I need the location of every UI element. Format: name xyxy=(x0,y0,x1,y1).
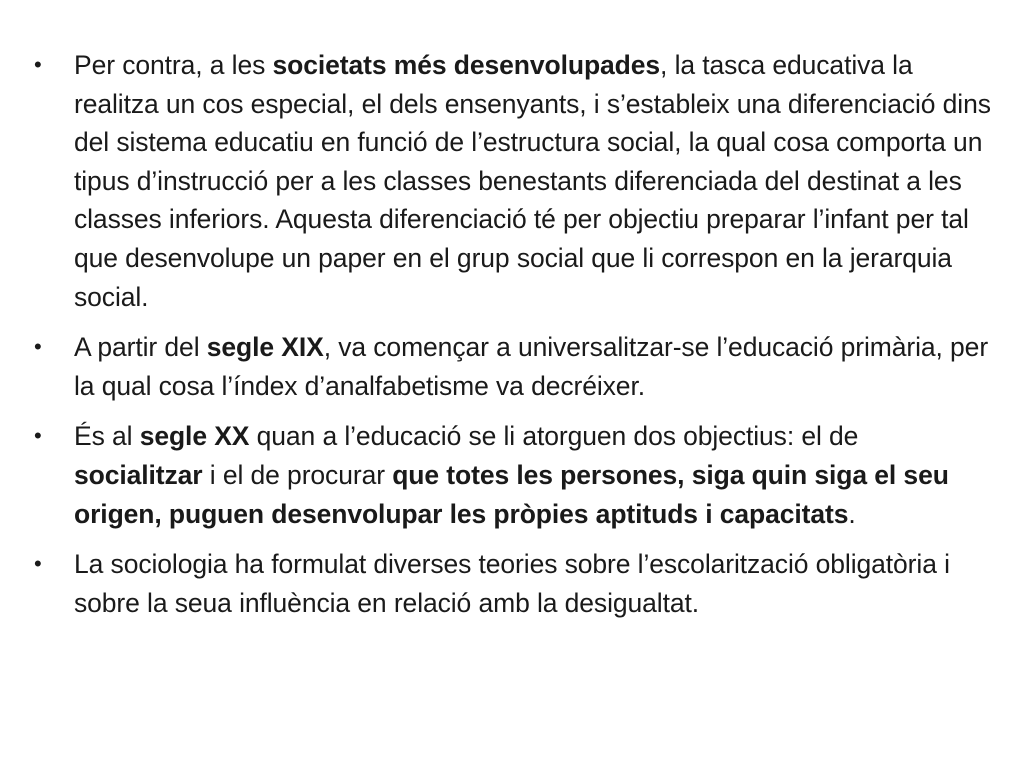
bullet-dot-icon: • xyxy=(34,52,42,77)
bullet-text xyxy=(74,332,988,401)
text-segment: És al xyxy=(74,421,140,452)
bold-segment: socialitzar xyxy=(74,459,203,490)
text-segment: La sociologia ha formulat diverses teories sobre l’escolarització obligatòria i sobre la seua influència en relació amb la desigualtat. xyxy=(74,549,950,618)
bullet-text xyxy=(74,50,991,312)
bullet-item-2 xyxy=(34,328,994,405)
bullet-item-1 xyxy=(34,46,994,316)
bullet-text xyxy=(74,421,949,528)
bullet-item-4 xyxy=(34,545,994,622)
bold-segment: segle XIX xyxy=(206,332,324,363)
bullet-dot-icon: • xyxy=(34,334,42,360)
bullet-list xyxy=(34,46,994,622)
bullet-dot-icon: • xyxy=(34,551,42,577)
text-segment: , va començar a universalitzar-se l’educació primària, per la qual cosa l’índex d’analfabetisme va decréixer. xyxy=(74,332,989,401)
text-segment: i el de procurar xyxy=(202,459,393,490)
text-segment: quan a l’educació se li atorguen dos objectius: el de xyxy=(249,421,859,452)
bullet-text xyxy=(74,549,950,618)
text-segment: . xyxy=(848,498,856,529)
text-segment: Per contra, a les xyxy=(74,50,273,80)
text-segment: , la tasca educativa la realitza un cos especial, el dels ensenyants, i s’estableix una diferenciació dins del sistema educatiu en funció de l’estructura social, la qual cosa comporta un tipus d’instrucció per a les classes benestants diferenciada del destinat a les classes inferiors. Aquesta diferenciació té per objectiu preparar l’infant per tal que desenvolupe un paper en el grup social que li correspon en la jerarquia social. xyxy=(74,50,991,312)
text-segment: A partir del xyxy=(74,332,207,363)
bullet-item-3 xyxy=(34,417,994,533)
bullet-dot-icon: • xyxy=(34,423,42,449)
bold-segment: societats més desenvolupades xyxy=(272,50,661,80)
bold-segment: segle XX xyxy=(139,421,250,452)
bold-segment: que totes les persones, siga quin siga el seu origen, puguen desenvolupar les pròpies aptituds i capacitats xyxy=(74,459,949,529)
